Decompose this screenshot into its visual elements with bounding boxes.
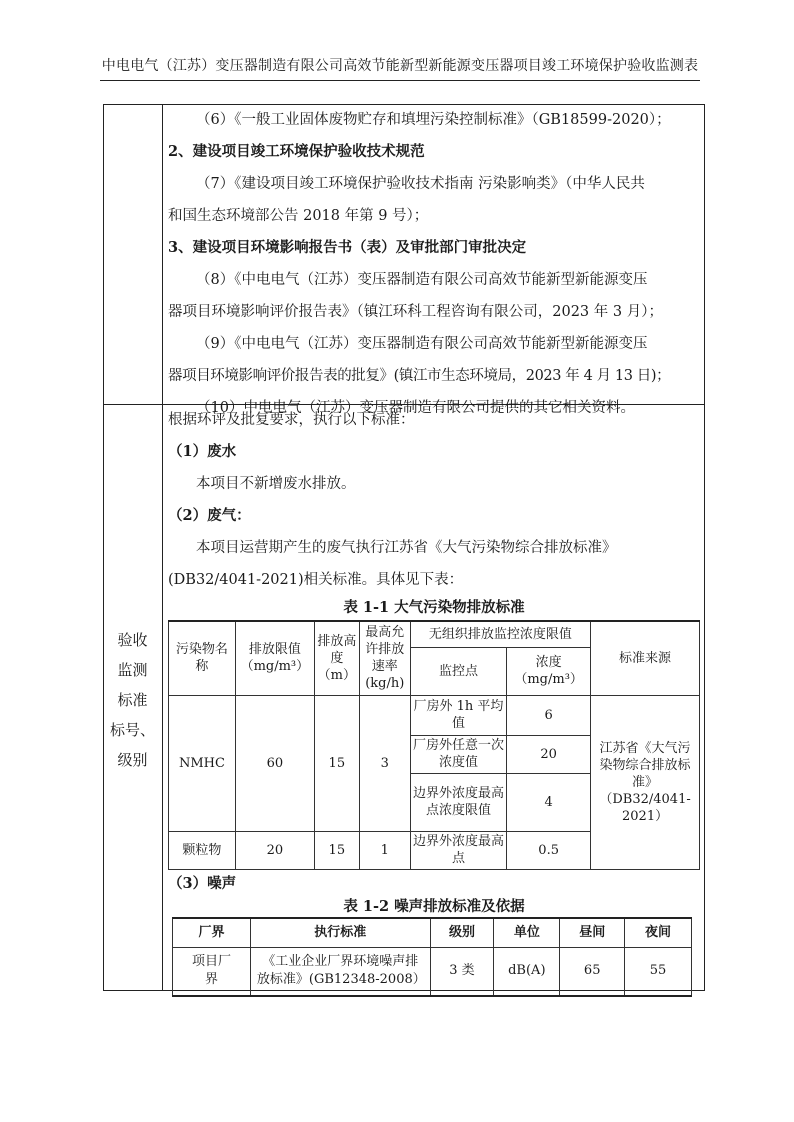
header-height: 排放高度（m） (314, 621, 359, 695)
table2-title: 表 1-2 噪声排放标准及依据 (343, 898, 525, 915)
cell-limit: 20 (235, 831, 314, 869)
header-source: 标准来源 (591, 621, 700, 695)
cell-monitor-point: 厂房外任意一次浓度值 (410, 735, 506, 773)
wastewater-text: 本项目不新增废水排放。 (196, 476, 356, 492)
basis-line-10: （10）中电电气（江苏）变压器制造有限公司提供的其它相关资料。 (196, 400, 635, 416)
cell-monitor-point: 边界外浓度最高点 (410, 831, 506, 869)
cell-concentration: 4 (507, 773, 591, 831)
noise-standard-table (172, 917, 692, 997)
standards-section (168, 404, 700, 596)
header-boundary: 厂界 (173, 918, 251, 948)
noise-heading: （3）噪声 (168, 875, 237, 892)
page-header: 中电电气（江苏）变压器制造有限公司高效节能新型新能源变压器项目竣工环境保护验收监测表 (101, 58, 699, 74)
cell-monitor-point: 边界外浓度最高点浓度限值 (410, 773, 506, 831)
basis-section (168, 104, 700, 424)
basis-line-7a: （7）《建设项目竣工环境保护验收技术指南 污染影响类》（中华人民共 (196, 176, 645, 192)
header-unit: 单位 (494, 918, 560, 948)
header-limit: 排放限值（mg/m³） (235, 621, 314, 695)
gas-text-a: 本项目运营期产生的废气执行江苏省《大气污染物综合排放标准》 (196, 540, 617, 556)
side-label-line: 监测 (117, 661, 148, 679)
header-day: 昼间 (560, 918, 625, 948)
cell-source: 江苏省《大气污染物综合排放标准》（DB32/4041-2021） (591, 695, 700, 869)
cell-monitor-point: 厂房外 1h 平均值 (410, 695, 506, 735)
cell-rate: 3 (359, 695, 410, 831)
cell-height: 15 (314, 695, 359, 831)
header-pollutant: 污染物名称 (169, 621, 236, 695)
cell-pollutant: 颗粒物 (169, 831, 236, 869)
table1-title: 表 1-1 大气污染物排放标准 (343, 599, 525, 616)
cell-limit: 60 (235, 695, 314, 831)
cell-concentration: 20 (507, 735, 591, 773)
cell-unit: dB(A) (494, 948, 560, 996)
gas-heading: （2）废气： (168, 507, 251, 524)
standards-intro: 根据环评及批复要求，执行以下标准： (168, 412, 415, 428)
side-label-line: 标号、 (109, 721, 155, 739)
wastewater-heading: （1）废水 (168, 443, 237, 460)
header-monitor-point: 监控点 (410, 647, 506, 695)
basis-line-7b: 和国生态环境部公告 2018 年第 9 号）； (168, 208, 429, 224)
header-rate: 最高允许排放速率(kg/h) (359, 621, 410, 695)
cell-pollutant: NMHC (169, 695, 236, 831)
basis-heading-3: 3、建设项目环境影响报告书（表）及审批部门审批决定 (168, 239, 527, 256)
cell-concentration: 6 (507, 695, 591, 735)
cell-standard: 《工业企业厂界环境噪声排放标准》(GB12348-2008） (250, 948, 430, 996)
basis-line-8a: （8）《中电电气（江苏）变压器制造有限公司高效节能新型新能源变压 (196, 272, 648, 288)
side-label-line: 级别 (117, 751, 148, 769)
gas-text-b: (DB32/4041-2021)相关标准。具体见下表： (168, 572, 464, 588)
basis-line-6: （6）《一般工业固体废物贮存和填埋污染控制标准》（GB18599-2020）； (196, 112, 671, 128)
header-unorganized: 无组织排放监控浓度限值 (410, 621, 590, 647)
cell-rate: 1 (359, 831, 410, 869)
basis-line-9a: （9）《中电电气（江苏）变压器制造有限公司高效节能新型新能源变压 (196, 336, 648, 352)
header-night: 夜间 (625, 918, 692, 948)
basis-heading-2: 2、建设项目竣工环境保护验收技术规范 (168, 143, 425, 160)
cell-day: 65 (560, 948, 625, 996)
basis-line-8b: 器项目环境影响评价报告表》（镇江环科工程咨询有限公司，2023 年 3 月）； (168, 304, 663, 320)
side-label-line: 标准 (117, 691, 148, 709)
header-class: 级别 (430, 918, 494, 948)
air-pollutant-table (168, 620, 700, 870)
basis-line-9b: 器项目环境影响评价报告表的批复》(镇江市生态环境局，2023 年 4 月 13 日)； (168, 368, 671, 384)
header-rule (100, 80, 700, 81)
cell-height: 15 (314, 831, 359, 869)
header-concentration: 浓度（mg/m³） (507, 647, 591, 695)
cell-class: 3 类 (430, 948, 494, 996)
side-label (103, 625, 162, 775)
side-label-line: 验收 (117, 631, 148, 649)
column-divider (162, 104, 163, 991)
cell-night: 55 (625, 948, 692, 996)
cell-concentration: 0.5 (507, 831, 591, 869)
header-standard: 执行标准 (250, 918, 430, 948)
cell-boundary: 项目厂界 (173, 948, 251, 996)
